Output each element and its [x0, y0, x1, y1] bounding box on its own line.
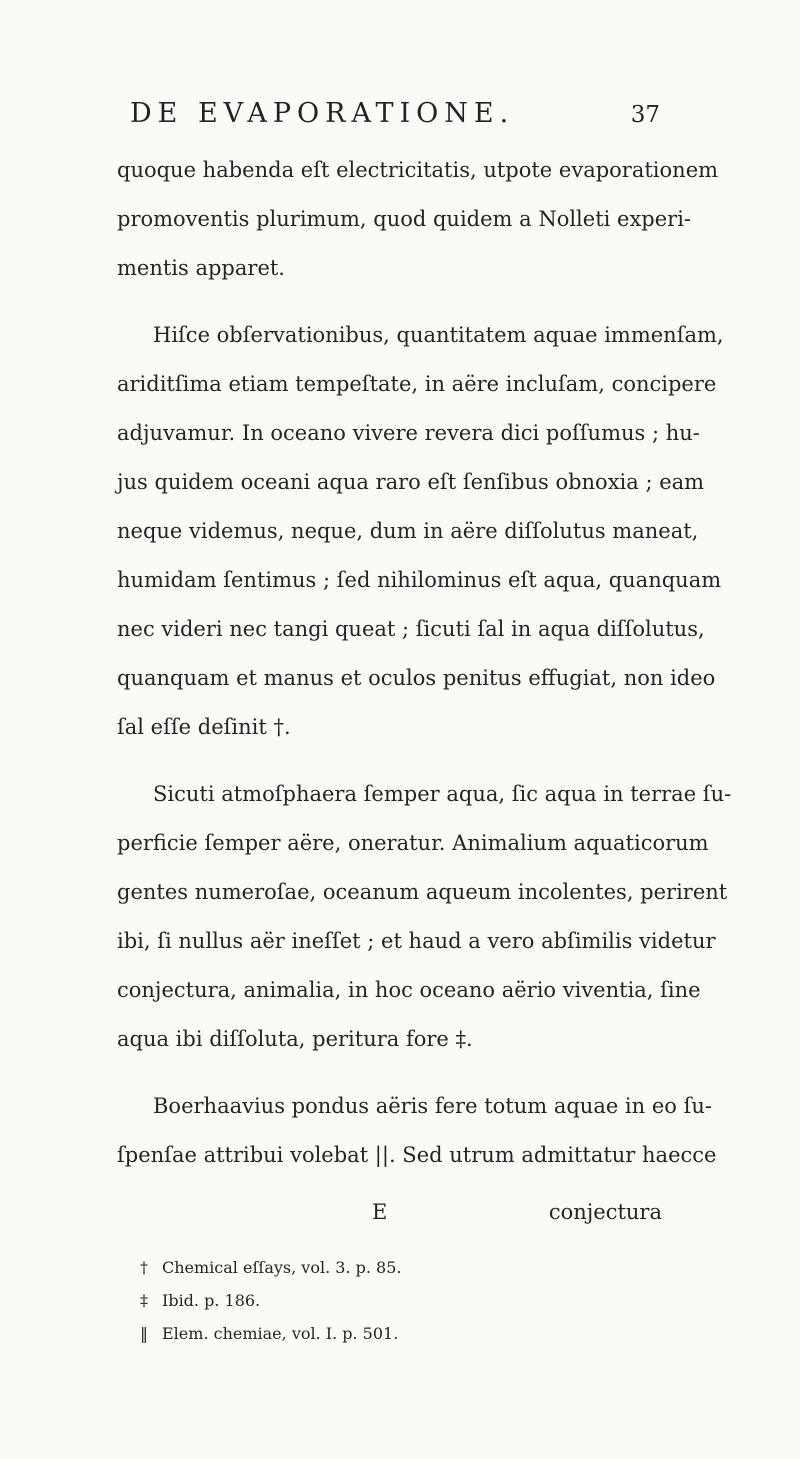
footnote-text: Elem. chemiae, vol. I. p. 501.: [162, 1324, 399, 1343]
text-line: quanquam et manus et oculos penitus effugiat, non ideo: [117, 666, 716, 690]
paragraph-4: [117, 1082, 717, 1180]
paragraph-3: [117, 770, 732, 1064]
catchword: conjectura: [548, 1200, 662, 1224]
footnote: [140, 1251, 660, 1284]
text-line: mentis apparet.: [117, 256, 285, 280]
footnote: [140, 1284, 660, 1317]
text-line: ibi, ſi nullus aër ineſſet ; et haud a vero abſimilis videtur: [117, 929, 716, 953]
text-line: humidam ſentimus ; ſed nihilominus eſt aqua, quanquam: [117, 568, 722, 592]
text-line: promoventis plurimum, quod quidem a Nolleti experi-: [117, 207, 692, 231]
text-line: perficie ſemper aëre, oneratur. Animalium aquaticorum: [117, 831, 709, 855]
paragraph-1: [117, 146, 719, 293]
footnote-mark: ‖: [140, 1324, 148, 1343]
text-line: gentes numeroſae, oceanum aqueum incolentes, perirent: [117, 880, 728, 904]
footnote-text: Chemical eſſays, vol. 3. p. 85.: [162, 1258, 402, 1277]
text-line: ſal eſſe deſinit †.: [117, 715, 291, 739]
footnote-mark: ‡: [140, 1291, 148, 1310]
paragraph-2: [117, 311, 724, 752]
text-line: Hiſce obſervationibus, quantitatem aquae immenſam,: [153, 323, 724, 347]
body-text: [117, 146, 732, 1180]
text-line: ariditſima etiam tempeſtate, in aëre incluſam, concipere: [117, 372, 717, 396]
text-line: conjectura, animalia, in hoc oceano aërio viventia, ſine: [117, 978, 701, 1002]
running-title: DE EVAPORATIONE.: [130, 98, 515, 129]
text-line: neque videmus, neque, dum in aëre diſſolutus maneat,: [117, 519, 699, 543]
text-line: quoque habenda eſt electricitatis, utpote evaporationem: [117, 158, 719, 182]
text-line: ſpenſae attribui volebat ||. Sed utrum admittatur haecce: [117, 1143, 717, 1167]
page-number: 37: [630, 102, 660, 128]
footnote-text: Ibid. p. 186.: [162, 1291, 261, 1310]
page-header: [130, 98, 660, 129]
text-line: adjuvamur. In oceano vivere revera dici poſſumus ; hu-: [117, 421, 700, 445]
text-line: aqua ibi diſſoluta, peritura fore ‡.: [117, 1027, 473, 1051]
text-line: Boerhaavius pondus aëris fere totum aquae in eo ſu-: [153, 1094, 712, 1118]
footnote-mark: †: [140, 1258, 148, 1277]
text-line: Sicuti atmoſphaera ſemper aqua, ſic aqua in terrae ſu-: [153, 782, 732, 806]
signature-mark: E: [372, 1200, 388, 1224]
text-line: jus quidem oceani aqua raro eſt ſenſibus obnoxia ; eam: [117, 470, 705, 494]
text-line: nec videri nec tangi queat ; ſicuti ſal in aqua diſſolutus,: [117, 617, 705, 641]
footnotes: [140, 1251, 660, 1350]
footnote: [140, 1317, 660, 1350]
